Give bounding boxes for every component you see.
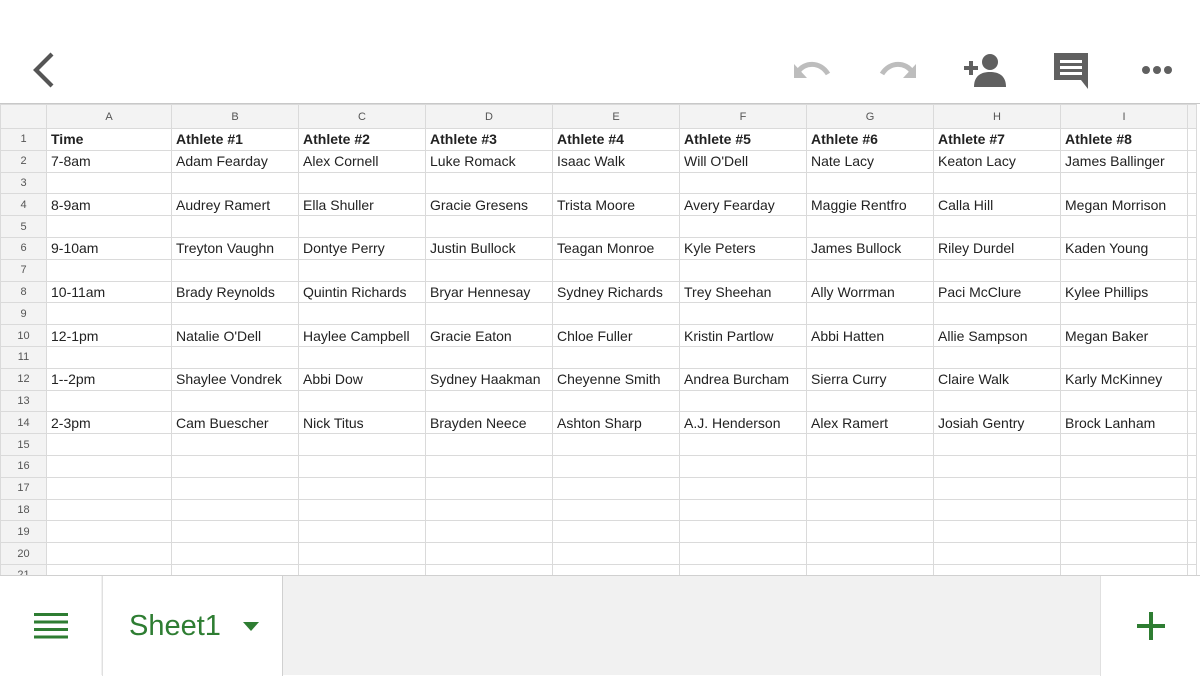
row-header[interactable]: 2 — [1, 150, 47, 172]
cell-a10[interactable]: 12-1pm — [47, 325, 172, 347]
cell-b19[interactable] — [172, 521, 299, 543]
cell-b15[interactable] — [172, 434, 299, 456]
cell-d2[interactable]: Luke Romack — [426, 150, 553, 172]
cell-g10[interactable]: Abbi Hatten — [807, 325, 934, 347]
table-row — [1, 521, 1197, 543]
cell-partial[interactable] — [1188, 150, 1197, 172]
cell-a19[interactable] — [47, 521, 172, 543]
table-row — [1, 303, 1197, 325]
cell-f17[interactable] — [680, 477, 807, 499]
cell-h5[interactable] — [934, 216, 1061, 238]
table-row — [1, 172, 1197, 194]
row-header[interactable]: 3 — [1, 172, 47, 194]
cell-e8[interactable]: Sydney Richards — [553, 281, 680, 303]
column-header-f[interactable]: F — [680, 105, 807, 129]
cell-h2[interactable]: Keaton Lacy — [934, 150, 1061, 172]
cell-b7[interactable] — [172, 259, 299, 281]
cell-f5[interactable] — [680, 216, 807, 238]
row-header[interactable]: 9 — [1, 303, 47, 325]
column-header-partial[interactable] — [1188, 105, 1197, 129]
undo-icon — [792, 58, 832, 82]
column-header-row — [1, 105, 1197, 129]
cell-f20[interactable] — [680, 543, 807, 565]
column-header-a[interactable]: A — [47, 105, 172, 129]
cell-partial[interactable] — [1188, 259, 1197, 281]
cell-partial[interactable] — [1188, 390, 1197, 412]
sheet-table — [0, 104, 1197, 587]
cell-a6[interactable]: 9-10am — [47, 237, 172, 259]
caret-down-icon[interactable] — [243, 622, 259, 631]
cell-h1[interactable]: Athlete #7 — [934, 129, 1061, 151]
cell-h6[interactable]: Riley Durdel — [934, 237, 1061, 259]
cell-g9[interactable] — [807, 303, 934, 325]
cell-f16[interactable] — [680, 455, 807, 477]
cell-g8[interactable]: Ally Worrman — [807, 281, 934, 303]
cell-g12[interactable]: Sierra Curry — [807, 368, 934, 390]
cell-partial[interactable] — [1188, 543, 1197, 565]
cell-a15[interactable] — [47, 434, 172, 456]
cell-partial[interactable] — [1188, 303, 1197, 325]
cell-h8[interactable]: Paci McClure — [934, 281, 1061, 303]
cell-g14[interactable]: Alex Ramert — [807, 412, 934, 434]
plus-icon — [1137, 612, 1165, 640]
cell-h7[interactable] — [934, 259, 1061, 281]
cell-d18[interactable] — [426, 499, 553, 521]
cell-a9[interactable] — [47, 303, 172, 325]
table-row — [1, 259, 1197, 281]
cell-g19[interactable] — [807, 521, 934, 543]
table-row — [1, 499, 1197, 521]
cell-g13[interactable] — [807, 390, 934, 412]
cell-g4[interactable]: Maggie Rentfro — [807, 194, 934, 216]
cell-f12[interactable]: Andrea Burcham — [680, 368, 807, 390]
cell-c13[interactable] — [299, 390, 426, 412]
cell-i7[interactable] — [1061, 259, 1188, 281]
cell-d11[interactable] — [426, 346, 553, 368]
cell-partial[interactable] — [1188, 237, 1197, 259]
row-header[interactable]: 16 — [1, 455, 47, 477]
cell-i19[interactable] — [1061, 521, 1188, 543]
table-row — [1, 281, 1197, 303]
cell-b11[interactable] — [172, 346, 299, 368]
cell-c11[interactable] — [299, 346, 426, 368]
cell-b3[interactable] — [172, 172, 299, 194]
cell-a18[interactable] — [47, 499, 172, 521]
undo-button[interactable] — [788, 52, 836, 88]
cell-g17[interactable] — [807, 477, 934, 499]
cell-e4[interactable]: Trista Moore — [553, 194, 680, 216]
cell-c18[interactable] — [299, 499, 426, 521]
cell-f1[interactable]: Athlete #5 — [680, 129, 807, 151]
cell-a8[interactable]: 10-11am — [47, 281, 172, 303]
cell-h20[interactable] — [934, 543, 1061, 565]
cell-d7[interactable] — [426, 259, 553, 281]
row-header[interactable]: 7 — [1, 259, 47, 281]
table-row — [1, 455, 1197, 477]
cell-a2[interactable]: 7-8am — [47, 150, 172, 172]
cell-i17[interactable] — [1061, 477, 1188, 499]
cell-a3[interactable] — [47, 172, 172, 194]
cell-d15[interactable] — [426, 434, 553, 456]
cell-d9[interactable] — [426, 303, 553, 325]
cell-g11[interactable] — [807, 346, 934, 368]
comment-icon — [1052, 51, 1090, 89]
cell-f14[interactable]: A.J. Henderson — [680, 412, 807, 434]
cell-c7[interactable] — [299, 259, 426, 281]
table-row — [1, 237, 1197, 259]
cell-b5[interactable] — [172, 216, 299, 238]
table-row — [1, 150, 1197, 172]
cell-c1[interactable]: Athlete #2 — [299, 129, 426, 151]
cell-f13[interactable] — [680, 390, 807, 412]
cell-d6[interactable]: Justin Bullock — [426, 237, 553, 259]
redo-button[interactable] — [874, 52, 922, 88]
cell-partial[interactable] — [1188, 455, 1197, 477]
cell-d8[interactable]: Bryar Hennesay — [426, 281, 553, 303]
cell-d5[interactable] — [426, 216, 553, 238]
cell-partial[interactable] — [1188, 172, 1197, 194]
column-header-b[interactable]: B — [172, 105, 299, 129]
cell-e3[interactable] — [553, 172, 680, 194]
column-header-d[interactable]: D — [426, 105, 553, 129]
cell-f19[interactable] — [680, 521, 807, 543]
cell-e11[interactable] — [553, 346, 680, 368]
table-row — [1, 390, 1197, 412]
row-header[interactable]: 1 — [1, 129, 47, 151]
cell-partial[interactable] — [1188, 521, 1197, 543]
cell-c3[interactable] — [299, 172, 426, 194]
table-row — [1, 412, 1197, 434]
cell-partial[interactable] — [1188, 368, 1197, 390]
select-all-corner[interactable] — [1, 105, 47, 129]
share-button[interactable] — [958, 48, 1010, 92]
cell-d13[interactable] — [426, 390, 553, 412]
cell-h18[interactable] — [934, 499, 1061, 521]
cell-d4[interactable]: Gracie Gresens — [426, 194, 553, 216]
cell-g7[interactable] — [807, 259, 934, 281]
cell-b6[interactable]: Treyton Vaughn — [172, 237, 299, 259]
cell-e16[interactable] — [553, 455, 680, 477]
cell-i15[interactable] — [1061, 434, 1188, 456]
cell-g6[interactable]: James Bullock — [807, 237, 934, 259]
cell-e10[interactable]: Chloe Fuller — [553, 325, 680, 347]
sheet-tab-bar — [0, 575, 1200, 675]
table-row — [1, 194, 1197, 216]
cell-i14[interactable]: Brock Lanham — [1061, 412, 1188, 434]
cell-a16[interactable] — [47, 455, 172, 477]
cell-h11[interactable] — [934, 346, 1061, 368]
cell-g1[interactable]: Athlete #6 — [807, 129, 934, 151]
cell-g18[interactable] — [807, 499, 934, 521]
column-header-i[interactable]: I — [1061, 105, 1188, 129]
cell-d17[interactable] — [426, 477, 553, 499]
cell-g15[interactable] — [807, 434, 934, 456]
cell-f10[interactable]: Kristin Partlow — [680, 325, 807, 347]
cell-c14[interactable]: Nick Titus — [299, 412, 426, 434]
cell-f8[interactable]: Trey Sheehan — [680, 281, 807, 303]
cell-b9[interactable] — [172, 303, 299, 325]
cell-a12[interactable]: 1--2pm — [47, 368, 172, 390]
table-row — [1, 477, 1197, 499]
cell-e19[interactable] — [553, 521, 680, 543]
cell-c15[interactable] — [299, 434, 426, 456]
cell-b18[interactable] — [172, 499, 299, 521]
table-row — [1, 543, 1197, 565]
cell-h12[interactable]: Claire Walk — [934, 368, 1061, 390]
cell-h4[interactable]: Calla Hill — [934, 194, 1061, 216]
cell-i9[interactable] — [1061, 303, 1188, 325]
cell-e6[interactable]: Teagan Monroe — [553, 237, 680, 259]
cell-f3[interactable] — [680, 172, 807, 194]
table-row — [1, 434, 1197, 456]
row-header[interactable]: 19 — [1, 521, 47, 543]
cell-c6[interactable]: Dontye Perry — [299, 237, 426, 259]
cell-partial[interactable] — [1188, 499, 1197, 521]
back-button[interactable] — [20, 44, 66, 96]
cell-d16[interactable] — [426, 455, 553, 477]
cell-g3[interactable] — [807, 172, 934, 194]
cell-d1[interactable]: Athlete #3 — [426, 129, 553, 151]
cell-i6[interactable]: Kaden Young — [1061, 237, 1188, 259]
cell-f15[interactable] — [680, 434, 807, 456]
cell-f11[interactable] — [680, 346, 807, 368]
cell-h13[interactable] — [934, 390, 1061, 412]
cell-i3[interactable] — [1061, 172, 1188, 194]
cell-e7[interactable] — [553, 259, 680, 281]
row-header[interactable]: 14 — [1, 412, 47, 434]
cell-i2[interactable]: James Ballinger — [1061, 150, 1188, 172]
all-sheets-button[interactable] — [0, 576, 101, 676]
row-header[interactable]: 20 — [1, 543, 47, 565]
cell-b10[interactable]: Natalie O'Dell — [172, 325, 299, 347]
cell-a14[interactable]: 2-3pm — [47, 412, 172, 434]
cell-a17[interactable] — [47, 477, 172, 499]
cell-h10[interactable]: Allie Sampson — [934, 325, 1061, 347]
cell-i12[interactable]: Karly McKinney — [1061, 368, 1188, 390]
cell-c8[interactable]: Quintin Richards — [299, 281, 426, 303]
cell-c17[interactable] — [299, 477, 426, 499]
cell-i5[interactable] — [1061, 216, 1188, 238]
cell-c10[interactable]: Haylee Campbell — [299, 325, 426, 347]
cell-f7[interactable] — [680, 259, 807, 281]
cell-a20[interactable] — [47, 543, 172, 565]
redo-icon — [878, 58, 918, 82]
cell-c20[interactable] — [299, 543, 426, 565]
table-row — [1, 368, 1197, 390]
cell-a7[interactable] — [47, 259, 172, 281]
cell-f9[interactable] — [680, 303, 807, 325]
row-header[interactable]: 8 — [1, 281, 47, 303]
cell-h19[interactable] — [934, 521, 1061, 543]
row-header[interactable]: 4 — [1, 194, 47, 216]
row-header[interactable]: 13 — [1, 390, 47, 412]
cell-g5[interactable] — [807, 216, 934, 238]
cell-d3[interactable] — [426, 172, 553, 194]
row-header[interactable]: 15 — [1, 434, 47, 456]
row-header[interactable]: 17 — [1, 477, 47, 499]
column-header-g[interactable]: G — [807, 105, 934, 129]
cell-partial[interactable] — [1188, 412, 1197, 434]
cell-e12[interactable]: Cheyenne Smith — [553, 368, 680, 390]
column-header-e[interactable]: E — [553, 105, 680, 129]
table-row — [1, 346, 1197, 368]
cell-g2[interactable]: Nate Lacy — [807, 150, 934, 172]
top-toolbar — [0, 0, 1200, 103]
cell-a4[interactable]: 8-9am — [47, 194, 172, 216]
cell-partial[interactable] — [1188, 434, 1197, 456]
cell-d20[interactable] — [426, 543, 553, 565]
column-header-c[interactable]: C — [299, 105, 426, 129]
row-header[interactable]: 5 — [1, 216, 47, 238]
cell-partial[interactable] — [1188, 216, 1197, 238]
cell-c9[interactable] — [299, 303, 426, 325]
cell-h15[interactable] — [934, 434, 1061, 456]
cell-e13[interactable] — [553, 390, 680, 412]
row-header[interactable]: 10 — [1, 325, 47, 347]
cell-e9[interactable] — [553, 303, 680, 325]
cell-c19[interactable] — [299, 521, 426, 543]
cell-partial[interactable] — [1188, 325, 1197, 347]
cell-b14[interactable]: Cam Buescher — [172, 412, 299, 434]
cell-b12[interactable]: Shaylee Vondrek — [172, 368, 299, 390]
sheet-tab-label: Sheet1 — [129, 609, 221, 642]
cell-c5[interactable] — [299, 216, 426, 238]
cell-i20[interactable] — [1061, 543, 1188, 565]
cell-c4[interactable]: Ella Shuller — [299, 194, 426, 216]
table-row — [1, 129, 1197, 151]
cell-a5[interactable] — [47, 216, 172, 238]
cell-h16[interactable] — [934, 455, 1061, 477]
cell-a13[interactable] — [47, 390, 172, 412]
cell-h3[interactable] — [934, 172, 1061, 194]
cell-b17[interactable] — [172, 477, 299, 499]
column-header-h[interactable]: H — [934, 105, 1061, 129]
cell-partial[interactable] — [1188, 346, 1197, 368]
more-options-button[interactable] — [1134, 56, 1180, 84]
more-icon — [1141, 65, 1173, 75]
cell-e14[interactable]: Ashton Sharp — [553, 412, 680, 434]
cell-partial[interactable] — [1188, 281, 1197, 303]
cell-i8[interactable]: Kylee Phillips — [1061, 281, 1188, 303]
cell-partial[interactable] — [1188, 477, 1197, 499]
cell-b20[interactable] — [172, 543, 299, 565]
cell-partial[interactable] — [1188, 129, 1197, 151]
cell-c12[interactable]: Abbi Dow — [299, 368, 426, 390]
cell-d10[interactable]: Gracie Eaton — [426, 325, 553, 347]
cell-g16[interactable] — [807, 455, 934, 477]
cell-i18[interactable] — [1061, 499, 1188, 521]
cell-d19[interactable] — [426, 521, 553, 543]
cell-e17[interactable] — [553, 477, 680, 499]
cell-e2[interactable]: Isaac Walk — [553, 150, 680, 172]
list-icon — [34, 613, 68, 639]
cell-c16[interactable] — [299, 455, 426, 477]
cell-i11[interactable] — [1061, 346, 1188, 368]
cell-g20[interactable] — [807, 543, 934, 565]
cell-a11[interactable] — [47, 346, 172, 368]
cell-e5[interactable] — [553, 216, 680, 238]
cell-i13[interactable] — [1061, 390, 1188, 412]
cell-f6[interactable]: Kyle Peters — [680, 237, 807, 259]
back-icon — [30, 51, 56, 89]
cell-i4[interactable]: Megan Morrison — [1061, 194, 1188, 216]
cell-i1[interactable]: Athlete #8 — [1061, 129, 1188, 151]
row-header[interactable]: 18 — [1, 499, 47, 521]
row-header[interactable]: 12 — [1, 368, 47, 390]
cell-h14[interactable]: Josiah Gentry — [934, 412, 1061, 434]
cell-e20[interactable] — [553, 543, 680, 565]
cell-b8[interactable]: Brady Reynolds — [172, 281, 299, 303]
cell-f2[interactable]: Will O'Dell — [680, 150, 807, 172]
cell-h9[interactable] — [934, 303, 1061, 325]
cell-e18[interactable] — [553, 499, 680, 521]
cell-e1[interactable]: Athlete #4 — [553, 129, 680, 151]
spreadsheet-grid — [0, 103, 1200, 575]
row-header[interactable]: 11 — [1, 346, 47, 368]
cell-f18[interactable] — [680, 499, 807, 521]
cell-i16[interactable] — [1061, 455, 1188, 477]
cell-d14[interactable]: Brayden Neece — [426, 412, 553, 434]
table-row — [1, 216, 1197, 238]
cell-b1[interactable]: Athlete #1 — [172, 129, 299, 151]
cell-f4[interactable]: Avery Fearday — [680, 194, 807, 216]
comments-button[interactable] — [1048, 48, 1094, 92]
cell-b16[interactable] — [172, 455, 299, 477]
cell-e15[interactable] — [553, 434, 680, 456]
cell-i10[interactable]: Megan Baker — [1061, 325, 1188, 347]
table-row — [1, 325, 1197, 347]
cell-c2[interactable]: Alex Cornell — [299, 150, 426, 172]
cell-partial[interactable] — [1188, 194, 1197, 216]
add-person-icon — [962, 53, 1006, 87]
cell-h17[interactable] — [934, 477, 1061, 499]
cell-b2[interactable]: Adam Fearday — [172, 150, 299, 172]
cell-b13[interactable] — [172, 390, 299, 412]
row-header[interactable]: 6 — [1, 237, 47, 259]
sheet-tab-sheet1[interactable] — [102, 576, 283, 676]
cell-b4[interactable]: Audrey Ramert — [172, 194, 299, 216]
cell-a1[interactable]: Time — [47, 129, 172, 151]
add-sheet-button[interactable] — [1100, 576, 1200, 676]
cell-d12[interactable]: Sydney Haakman — [426, 368, 553, 390]
